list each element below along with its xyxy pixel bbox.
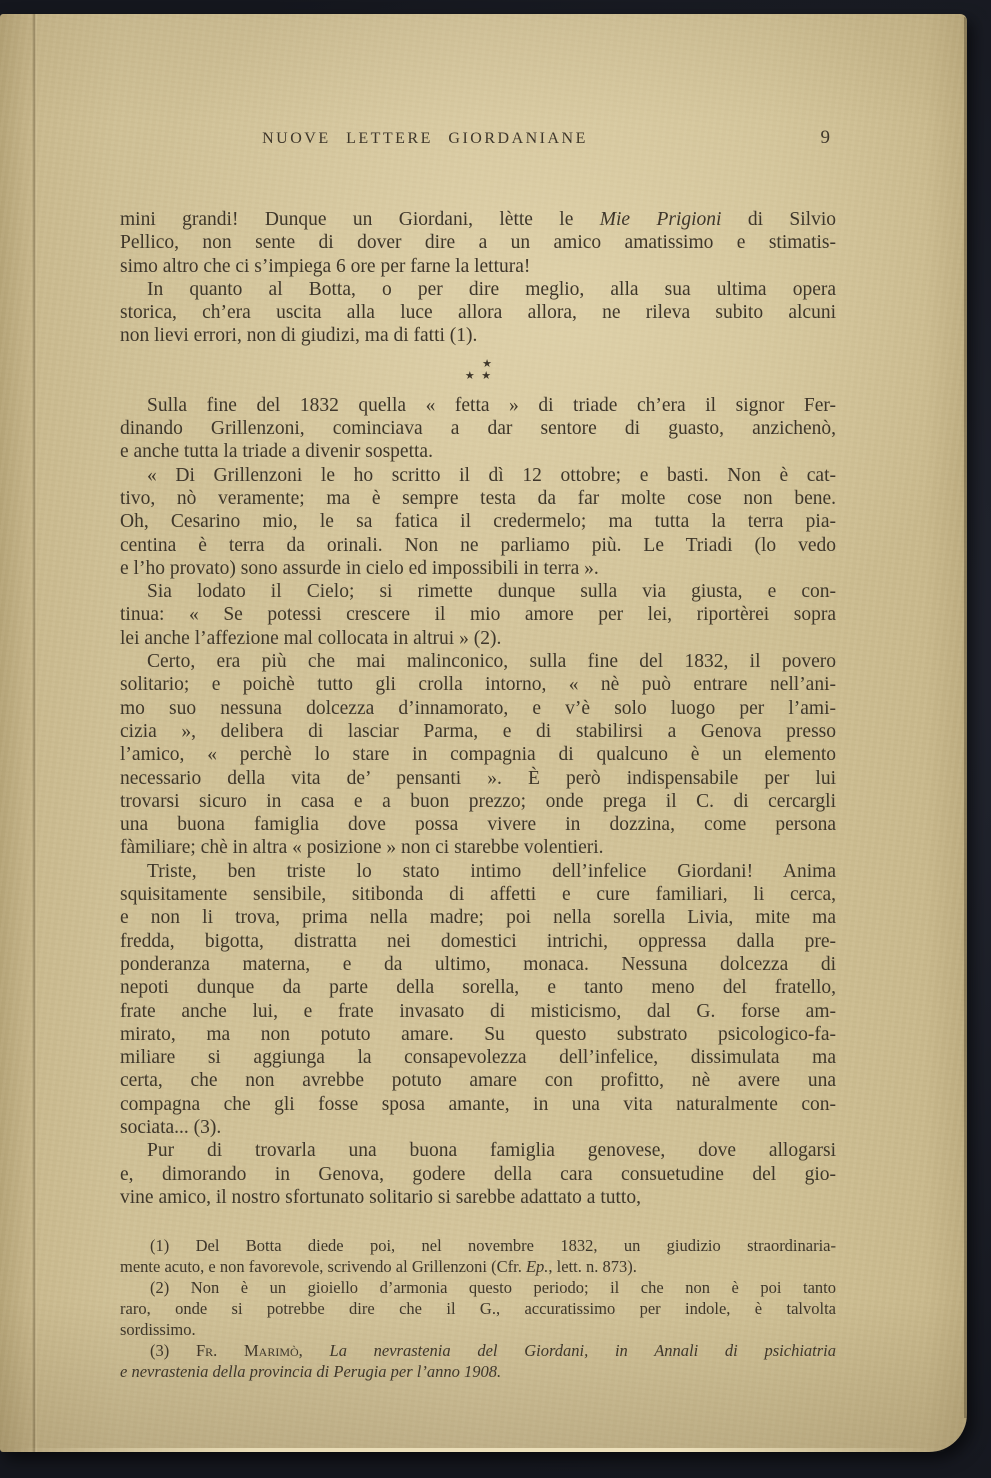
text-line <box>120 1340 836 1361</box>
text-segment: Pur di trovarla una buona famiglia genovese, dove allogarsi <box>147 1140 836 1162</box>
text-segment: raro, onde si potrebbe dire che il G., accuratissimo per indole, è talvolta <box>120 1299 836 1319</box>
text-line <box>120 1319 836 1340</box>
text-segment: mirato, ma non potuto amare. Su questo substrato psicologico-fa- <box>120 1023 836 1045</box>
text-line <box>120 836 836 859</box>
text-segment: Triste, ben triste lo stato intimo dell’infelice Giordani! Anima <box>147 860 836 882</box>
text-segment: , lett. n. 873). <box>548 1257 637 1277</box>
paragraph <box>120 464 836 580</box>
text-line <box>120 1139 836 1162</box>
page-body-top <box>120 208 836 348</box>
text-line <box>120 603 836 626</box>
text-segment: La nevrastenia del Giordani, in Annali di psichiatria <box>329 1341 836 1361</box>
text-segment: storica, ch’era uscita alla luce allora allora, ne rileva subito alcuni <box>120 302 836 324</box>
text-segment: necessario della vita de’ pensanti ». È però indispensabile per lui <box>120 767 836 789</box>
text-line <box>120 1277 836 1298</box>
paragraph <box>120 394 836 464</box>
text-line <box>120 1069 836 1092</box>
text-segment: e non li trova, prima nella madre; poi nella sorella Livia, mite ma <box>120 907 836 929</box>
text-line <box>120 720 836 743</box>
text-segment: Sia lodato il Cielo; si rimette dunque sulla via giusta, e con- <box>147 581 836 603</box>
text-segment: e anche tutta la triade a divenir sospetta. <box>120 441 433 463</box>
paragraph <box>120 1139 836 1209</box>
text-segment: e l’ho provato) sono assurde in cielo ed impossibili in terra ». <box>120 557 599 579</box>
text-segment: miliare si aggiunga la consapevolezza dell’infelice, dissimulata ma <box>120 1047 836 1069</box>
text-segment: mini grandi! Dunque un Giordani, lètte le <box>120 209 600 230</box>
text-segment: (2) Non è un gioiello d’armonia questo periodo; il che non è poi tanto <box>150 1278 836 1298</box>
text-line <box>120 860 836 883</box>
text-segment: frate anche lui, e frate invasato di misticismo, dal G. forse am- <box>120 1000 836 1022</box>
text-segment: l’amico, « perchè lo stare in compagnia di qualcuno è un elemento <box>120 744 836 766</box>
text-segment: centina è terra da orinali. Non ne parliamo più. Le Triadi (lo vedo <box>120 534 836 556</box>
text-line <box>120 394 836 417</box>
paragraph <box>120 208 836 278</box>
text-line <box>120 1256 836 1277</box>
text-line <box>120 1023 836 1046</box>
text-line <box>120 231 836 254</box>
text-line <box>120 1235 836 1256</box>
text-line <box>120 208 836 231</box>
text-segment: « Di Grillenzoni le ho scritto il dì 12 ottobre; e basti. Non è cat- <box>147 464 836 486</box>
book-page <box>0 14 967 1452</box>
text-segment: Fr. Marimò <box>195 1341 299 1361</box>
text-line <box>120 697 836 720</box>
text-line <box>120 1298 836 1319</box>
text-segment: una buona famiglia dove possa vivere in dozzina, come persona <box>120 814 836 836</box>
text-line <box>120 976 836 999</box>
text-segment: Mie Prigioni <box>599 209 722 230</box>
text-segment: , <box>298 1341 330 1361</box>
text-line <box>120 1186 836 1209</box>
star-icon: ★ ★ <box>464 368 492 382</box>
text-segment: sociata... (3). <box>120 1116 222 1138</box>
paragraph <box>120 650 836 860</box>
text-segment: lei anche l’affezione mal collocata in altrui » (2). <box>120 627 502 649</box>
running-title: NUOVE LETTERE GIORDANIANE <box>262 130 588 147</box>
asterism-separator <box>120 356 836 382</box>
text-line <box>120 440 836 463</box>
footnote <box>120 1235 836 1277</box>
paragraph <box>120 580 836 650</box>
page-content <box>120 127 836 1382</box>
text-line <box>120 278 836 301</box>
text-segment: non lievi errori, non di giudizi, ma di fatti (1). <box>120 325 478 347</box>
text-segment: dinando Grillenzoni, cominciava a dar sentore di guasto, anzichenò, <box>120 418 836 440</box>
text-line <box>120 790 836 813</box>
text-line <box>120 627 836 650</box>
text-line <box>120 953 836 976</box>
text-line <box>120 743 836 766</box>
text-line <box>120 767 836 790</box>
page-body <box>120 208 836 1382</box>
text-segment: e nevrastenia della provincia di Perugia per l’anno 1908. <box>120 1362 502 1382</box>
text-line <box>120 1361 836 1382</box>
text-line <box>120 650 836 673</box>
footnote <box>120 1340 836 1382</box>
text-segment: vine amico, il nostro sfortunato solitario si sarebbe adattato a tutto, <box>120 1186 641 1208</box>
text-line <box>120 930 836 953</box>
text-segment: Oh, Cesarino mio, le sa fatica il credermelo; ma tutta la terra pia- <box>120 511 836 533</box>
text-line <box>120 510 836 533</box>
text-line <box>120 906 836 929</box>
text-segment: (3) <box>150 1341 196 1361</box>
paragraph <box>120 278 836 348</box>
text-segment: tinua: « Se potessi crescere il mio amore per lei, riportèrei sopra <box>120 604 836 626</box>
text-segment: Sulla fine del 1832 quella « fetta » di triade ch’era il signor Fer- <box>147 394 836 416</box>
text-segment: cizia », delibera di lasciar Parma, e di stabilirsi a Genova presso <box>120 720 836 742</box>
text-line <box>120 1046 836 1069</box>
text-segment: e, dimorando in Genova, godere della cara consuetudine del gio- <box>120 1163 836 1185</box>
text-segment: simo altro che ci s’impiega 6 ore per farne la lettura! <box>120 255 531 277</box>
text-line <box>120 1093 836 1116</box>
footnote <box>120 1277 836 1340</box>
text-line <box>120 324 836 347</box>
text-segment: trovarsi sicuro in casa e a buon prezzo; onde prega il C. di cercargli <box>120 790 836 812</box>
text-segment: sordissimo. <box>120 1320 196 1340</box>
text-line <box>120 301 836 324</box>
text-line <box>120 417 836 440</box>
page-number: 9 <box>820 127 830 148</box>
text-segment: mente acuto, e non favorevole, scrivendo al Grillenzoni (Cfr. <box>120 1257 526 1277</box>
text-segment: (1) Del Botta diede poi, nel novembre 1832, un giudizio straordinaria- <box>150 1236 836 1256</box>
text-segment: In quanto al Botta, o per dire meglio, alla sua ultima opera <box>147 278 836 300</box>
text-segment: squisitamente sensibile, sitibonda di affetti e cure familiari, li cerca, <box>120 884 836 906</box>
text-segment: Certo, era più che mai malinconico, sulla fine del 1832, il povero <box>147 651 836 673</box>
page-fold <box>32 14 37 1452</box>
text-segment: fredda, bigotta, distratta nei domestici intrichi, oppressa dalla pre- <box>120 930 836 952</box>
text-line <box>120 487 836 510</box>
text-segment: Pellico, non sente di dover dire a un amico amatissimo e stimatis- <box>120 232 836 254</box>
text-line <box>120 557 836 580</box>
text-line <box>120 1116 836 1139</box>
star-icon: ★ <box>482 356 492 370</box>
text-segment: nepoti dunque da parte della sorella, e tanto meno del fratello, <box>120 977 836 999</box>
text-line <box>120 1000 836 1023</box>
paragraph <box>120 860 836 1140</box>
page-body-main <box>120 394 836 1209</box>
text-line <box>120 580 836 603</box>
text-line <box>120 1163 836 1186</box>
text-segment: mo suo nessuna dolcezza d’innamorato, e v’è solo luogo per l’ami- <box>120 697 836 719</box>
text-line <box>120 673 836 696</box>
running-head <box>120 127 836 170</box>
text-segment: di Silvio <box>721 209 836 230</box>
text-segment: fàmiliare; chè in altra « posizione » non ci starebbe volentieri. <box>120 837 604 859</box>
text-line <box>120 464 836 487</box>
text-line <box>120 883 836 906</box>
text-line <box>120 813 836 836</box>
text-segment: solitario; e poichè tutto gli crolla intorno, « nè può entrare nell’ani- <box>120 674 836 696</box>
text-line <box>120 534 836 557</box>
footnotes <box>120 1235 836 1382</box>
text-line <box>120 255 836 278</box>
text-segment: tivo, nò veramente; ma è sempre testa da far molte cose non bene. <box>120 487 836 509</box>
text-segment: compagna che gli fosse sposa amante, in una vita naturalmente con- <box>120 1093 836 1115</box>
text-segment: ponderanza materna, e da ultimo, monaca. Nessuna dolcezza di <box>120 953 836 975</box>
text-segment: Ep. <box>525 1257 549 1277</box>
text-segment: certa, che non avrebbe potuto amare con profitto, nè avere una <box>120 1070 836 1092</box>
